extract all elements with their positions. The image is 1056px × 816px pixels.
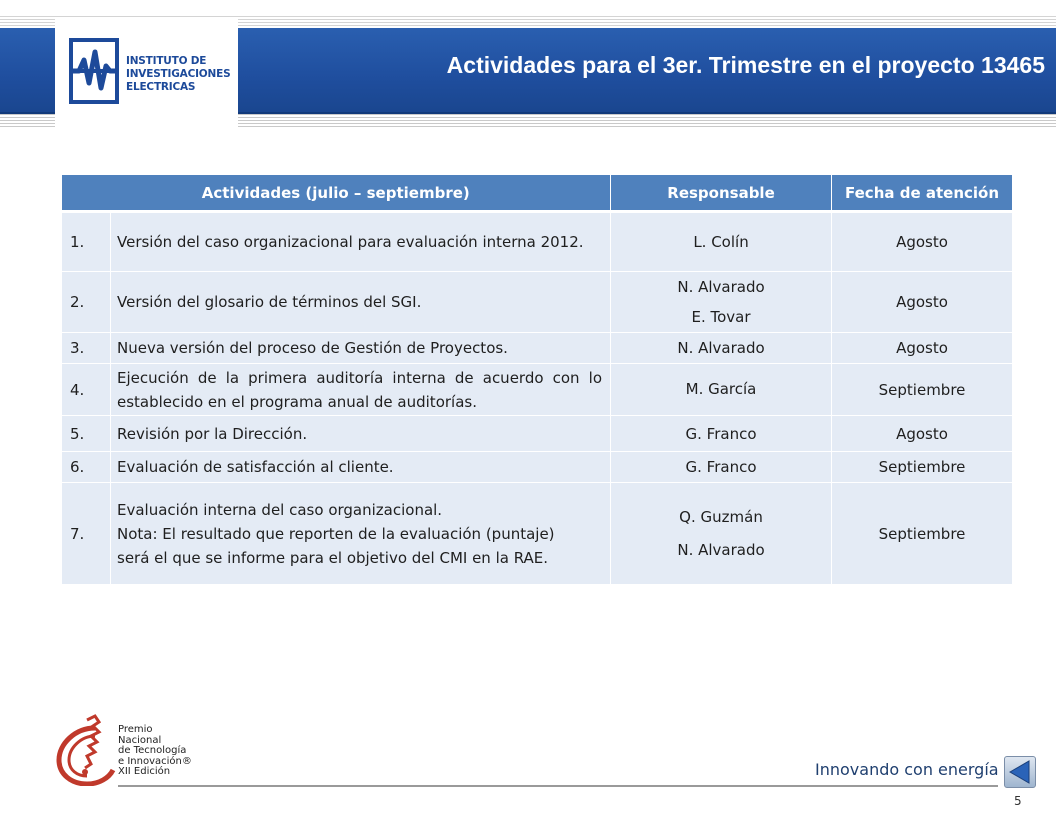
logo-line: INSTITUTO DE	[126, 55, 207, 67]
back-button[interactable]	[1004, 756, 1036, 788]
column-header-responsible: Responsable	[611, 175, 832, 212]
iie-logo	[55, 18, 238, 128]
responsible-name: Q. Guzmán	[679, 507, 763, 526]
premio-line: XII Edición	[118, 766, 171, 777]
responsible-name: G. Franco	[685, 424, 757, 443]
description-note: Nota: El resultado que reporten de la evaluación (puntaje) será el que se informe para el objetivo del CMI en la RAE.	[117, 524, 555, 567]
table-row	[62, 416, 1013, 452]
row-number: 7.	[62, 483, 111, 585]
date-cell: Septiembre	[832, 364, 1013, 416]
activity-description: Revisión por la Dirección.	[111, 416, 611, 452]
premio-line: de Tecnología	[118, 745, 187, 756]
activity-description: Evaluación de satisfacción al cliente.	[111, 452, 611, 483]
back-arrow-icon	[1005, 757, 1035, 787]
activity-description	[111, 483, 611, 585]
responsible-name: M. García	[685, 380, 757, 398]
table-row	[62, 364, 1013, 416]
responsible-cell	[611, 333, 832, 364]
page-title: Actividades para el 3er. Trimestre en el proyecto 13465	[446, 52, 1045, 78]
date-cell: Agosto	[832, 272, 1013, 333]
iie-logo-text	[126, 55, 236, 94]
responsible-cell	[611, 452, 832, 483]
iie-logo-icon	[69, 38, 119, 104]
date-cell: Septiembre	[832, 452, 1013, 483]
column-header-activities: Actividades (julio – septiembre)	[62, 175, 611, 212]
responsible-name: E. Tovar	[691, 308, 751, 326]
premio-line: e Innovación®	[118, 755, 192, 767]
date-cell: Agosto	[832, 333, 1013, 364]
logo-line: INVESTIGACIONES	[126, 68, 231, 80]
date-cell: Agosto	[832, 416, 1013, 452]
activity-description: Versión del glosario de términos del SGI.	[111, 272, 611, 333]
row-number: 5.	[62, 416, 111, 452]
responsible-cell	[611, 364, 832, 416]
table-row	[62, 333, 1013, 364]
activity-description: Nueva versión del proceso de Gestión de Proyectos.	[111, 333, 611, 364]
table-header-row	[62, 175, 1013, 212]
premio-line: Nacional	[118, 734, 162, 746]
footer-divider	[118, 785, 998, 787]
responsible-name: N. Alvarado	[677, 339, 765, 357]
table-row	[62, 452, 1013, 483]
row-number: 1.	[62, 212, 111, 272]
responsible-cell	[611, 272, 832, 333]
premio-line: Premio	[118, 724, 153, 735]
responsible-name: G. Franco	[685, 458, 757, 476]
column-header-date: Fecha de atención	[832, 175, 1013, 212]
date-cell: Agosto	[832, 212, 1013, 272]
activity-description: Ejecución de la primera auditoría interna de acuerdo con lo establecido en el programa anual de auditorías.	[111, 364, 611, 416]
responsible-name: L. Colín	[693, 232, 749, 251]
footer-slogan: Innovando con energía	[815, 760, 999, 779]
premio-logo-icon	[55, 714, 117, 786]
table-row	[62, 272, 1013, 333]
date-cell: Septiembre	[832, 483, 1013, 585]
activity-description: Versión del caso organizacional para evaluación interna 2012.	[111, 212, 611, 272]
row-number: 3.	[62, 333, 111, 364]
row-number: 4.	[62, 364, 111, 416]
responsible-cell	[611, 483, 832, 585]
logo-line: ELECTRICAS	[126, 81, 196, 93]
responsible-name: N. Alvarado	[677, 278, 765, 296]
table-row	[62, 212, 1013, 272]
page-number: 5	[1014, 794, 1022, 808]
responsible-name: N. Alvarado	[677, 540, 765, 559]
row-number: 2.	[62, 272, 111, 333]
premio-text	[118, 725, 192, 778]
activities-table	[61, 175, 1013, 585]
table-row	[62, 483, 1013, 585]
responsible-cell	[611, 212, 832, 272]
responsible-cell	[611, 416, 832, 452]
row-number: 6.	[62, 452, 111, 483]
description-line: Evaluación interna del caso organizacional.	[117, 500, 443, 519]
